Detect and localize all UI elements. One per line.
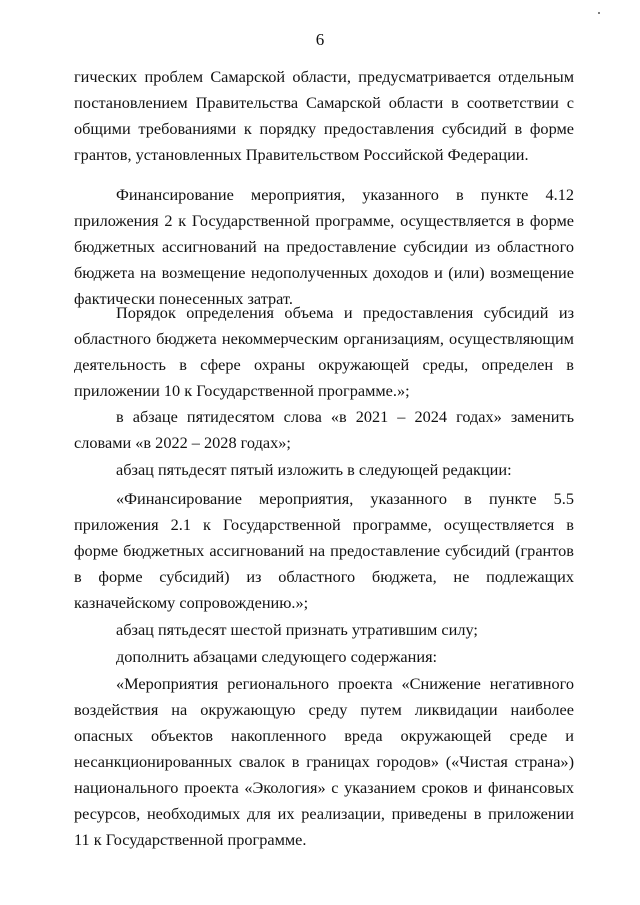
paragraph-financing-4-12: Финансирование мероприятия, указанного в пункте 4.12 приложения 2 к Государственной программе, осуществляется в форме бюджетных ассигнований на предоставление субсидии из областного бюджета на возмещение недополученных доходов и (или) возмещение фактически понесенных затрат.	[74, 185, 574, 308]
paragraph-supplement: дополнить абзацами следующего содержания:	[116, 647, 438, 666]
scan-speck	[598, 12, 600, 14]
paragraph-amend-55: абзац пятьдесят пятый изложить в следующей редакции:	[116, 460, 512, 479]
paragraph-amend-50: в абзаце пятидесятом слова «в 2021 – 2024 годах» заменить словами «в 2022 – 2028 годах»;	[74, 407, 574, 452]
page-number: 6	[315, 30, 325, 49]
paragraph-continuation: гических проблем Самарской области, предусматривается отдельным постановлением Правительства Самарской области в соответствии с общими требованиями к порядку предоставления субсидий в форме грантов, установленных Правительством Российской Федерации.	[74, 67, 574, 164]
paragraph-subsidy-procedure: Порядок определения объема и предоставления субсидий из областного бюджета некоммерческим организациям, осуществляющим деятельность в сфере охраны окружающей среды, определен в приложении 10 к Государственной программе.»;	[74, 303, 574, 400]
paragraph-financing-5-5: «Финансирование мероприятия, указанного в пункте 5.5 приложения 2.1 к Государственной программе, осуществляется в форме бюджетных ассигнований на предоставление субсидий (грантов в форме субсидий) из областного бюджета, не подлежащих казначейскому сопровождению.»;	[74, 489, 574, 612]
paragraph-regional-project: «Мероприятия регионального проекта «Снижение негативного воздействия на окружающую среду путем ликвидации наиболее опасных объектов накопленного вреда окружающей среде и несанкционированных свалок в границах городов» («Чистая страна») национального проекта «Экология» с указанием сроков и финансовых ресурсов, необходимых для их реализации, приведены в приложении 11 к Государственной программе.	[74, 674, 574, 849]
paragraph-repeal-56: абзац пятьдесят шестой признать утратившим силу;	[116, 620, 478, 639]
